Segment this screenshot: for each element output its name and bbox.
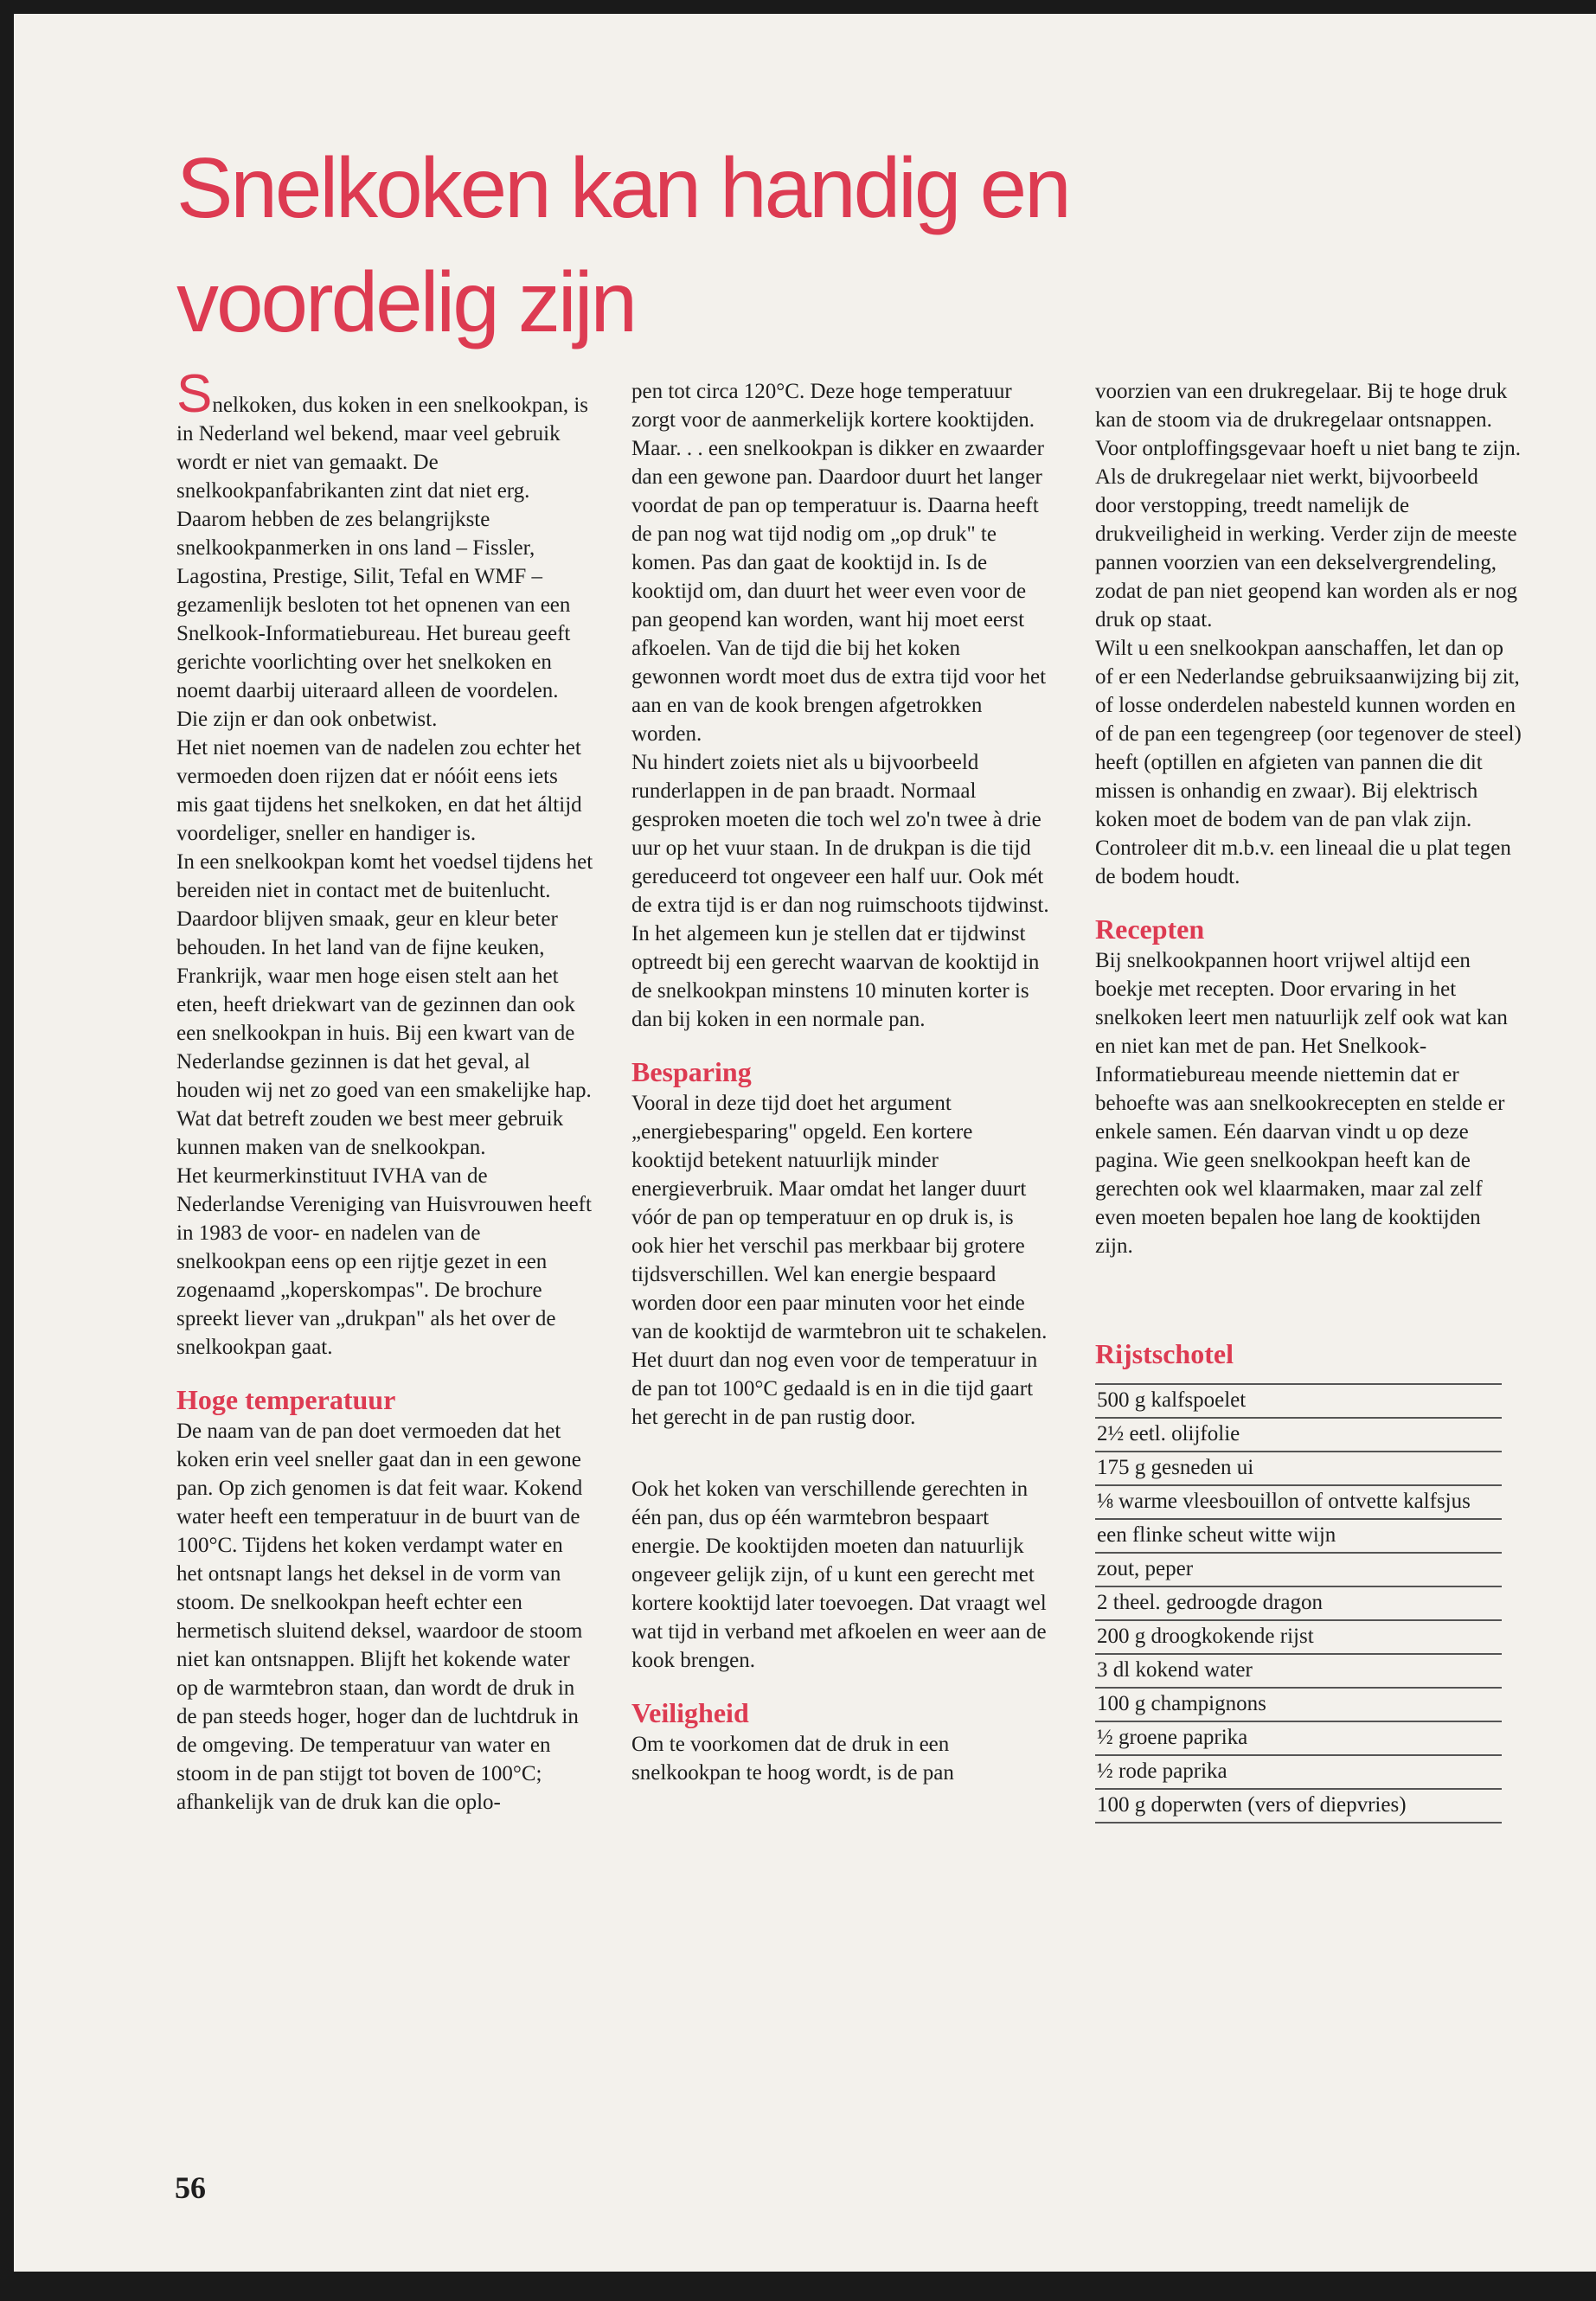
spacer xyxy=(631,1432,1049,1475)
section-heading-hoge-temperatuur: Hoge temperatuur xyxy=(176,1384,396,1415)
section-heading-veiligheid: Veiligheid xyxy=(631,1697,749,1728)
paragraph: Om te voorkomen dat de druk in een snelkookpan te hoog wordt, is de pan xyxy=(631,1733,954,1785)
article-title: Snelkoken kan handig en voordelig zijn xyxy=(176,140,1069,349)
spacer xyxy=(1095,891,1522,912)
spacer xyxy=(176,1362,594,1382)
ingredient-item: 3 dl kokend water xyxy=(1095,1655,1502,1689)
ingredient-item: ½ rode paprika xyxy=(1095,1756,1502,1790)
intro-paragraph xyxy=(176,364,594,734)
paragraph: Nu hindert zoiets niet als u bijvoorbeeld runderlappen in de pan braadt. Normaal gesproken moeten die toch wel zo'n twee à drie uur op het vuur staan. In de drukpan is die tijd gereduceerd tot ongeveer een half uur. Ook mét de extra tijd is er dan nog ruimschoots tijdwinst. In het algemeen kun je stellen dat er tijdwinst optreedt bij een gerecht waarvan de kooktijd in de snelkookpan minstens 10 minuten korter is dan bij koken in een normale pan. xyxy=(631,751,1049,1031)
paragraph: In een snelkookpan komt het voedsel tijdens het bereiden niet in contact met de buitenlucht. Daardoor blijven smaak, geur en kleur beter behouden. In het land van de fijne keuken, Frankrijk, waar men hoge eisen stelt aan het eten, heeft driekwart van de gezinnen dan ook een snelkookpan in huis. Bij een kwart van de Nederlandse gezinnen is dat het geval, al houden wij net zo goed van een smakelijke hap. Wat dat betreft zouden we best meer gebruik kunnen maken van de snelkookpan. xyxy=(176,850,593,1159)
section-heading-recepten: Recepten xyxy=(1095,913,1205,945)
spacer xyxy=(631,1034,1049,1054)
section-heading-besparing: Besparing xyxy=(631,1056,752,1087)
paragraph: voorzien van een drukregelaar. Bij te hoge druk kan de stoom via de drukregelaar ontsnappen. Voor ontploffingsgevaar hoeft u niet bang te zijn. Als de drukregelaar niet werkt, bijvoorbeeld door verstopping, treedt namelijk de drukveiligheid in werking. Verder zijn de meeste pannen voorzien van een dekselvergrendeling, zodat de pan niet geopend kan worden als er nog druk op staat. xyxy=(1095,380,1522,631)
page-number: 56 xyxy=(175,2170,206,2205)
column-2 xyxy=(631,377,1049,1787)
paragraph: De naam van de pan doet vermoeden dat het koken erin veel sneller gaat dan in een gewone pan. Op zich genomen is dat feit waar. Kokend water heeft een temperatuur in de buurt van de 100°C. Tijdens het koken verdampt water en het ontsnapt langs het deksel in de vorm van stoom. De snelkookpan heeft echter een hermetisch sluitend deksel, waardoor de stoom niet kan ontsnappen. Blijft het kokende water op de warmtebron staan, dan wordt de druk in de pan steeds hoger, hoger dan de luchtdruk in de omgeving. De temperatuur van water en stoom in de pan stijgt tot boven de 100°C; afhankelijk van de druk kan die oplo- xyxy=(176,1420,583,1814)
paragraph: Het keurmerkinstituut IVHA van de Nederlandse Vereniging van Huisvrouwen heeft in 1983 de voor- en nadelen van de snelkookpan eens op een rijtje gezet in een zogenaamd „koperskompas". De brochure spreekt liever van „drukpan" als het over de snelkookpan gaat. xyxy=(176,1164,592,1359)
paragraph: Ook het koken van verschillende gerechten in één pan, dus op één warmtebron bespaart energie. De kooktijden moeten dan natuurlijk ongeveer gelijk zijn, of u kunt een gerecht met kortere kooktijd later toevoegen. Dat vraagt wel wat tijd in verband met afkoelen en weer aan de kook brengen. xyxy=(631,1477,1047,1672)
ingredient-item: 175 g gesneden ui xyxy=(1095,1452,1502,1486)
paragraph: Bij snelkookpannen hoort vrijwel altijd een boekje met recepten. Door ervaring in het snelkoken leert men natuurlijk zelf ook wat kan en niet kan met de pan. Het Snelkook-Informatiebureau meende niettemin dat er behoefte was aan snelkookrecepten en stelde er enkele samen. Eén daarvan vindt u op deze pagina. Wie geen snelkookpan heeft kan de gerechten ook wel klaarmaken, maar zal zelf even moeten bepalen hoe lang de kooktijden zijn. xyxy=(1095,949,1508,1258)
ingredient-item: 2 theel. gedroogde dragon xyxy=(1095,1587,1502,1621)
paragraph: pen tot circa 120°C. Deze hoge temperatuur zorgt voor de aanmerkelijk kortere kooktijden. xyxy=(631,380,1035,432)
paragraph: Het niet noemen van de nadelen zou echter het vermoeden doen rijzen dat er nóóit eens iets mis gaat tijdens het snelkoken, en dat het áltijd voordeliger, sneller en handiger is. xyxy=(176,736,582,845)
paragraph: Wilt u een snelkookpan aanschaffen, let dan op of er een Nederlandse gebruiksaanwijzing bij zit, of losse onderdelen nabesteld kunnen worden en of de pan een tegengreep (oor tegenover de steel) heeft (optillen en afgieten van pannen die dit missen is onhandig en zwaar). Bij elektrisch koken moet de bodem van de pan vlak zijn. Controleer dit m.b.v. een lineaal die u plat tegen de bodem houdt. xyxy=(1095,637,1522,888)
ingredient-item: 500 g kalfspoelet xyxy=(1095,1385,1502,1419)
ingredient-item: 200 g droogkokende rijst xyxy=(1095,1621,1502,1655)
ingredient-item: zout, peper xyxy=(1095,1554,1502,1587)
ingredient-item: een flinke scheut witte wijn xyxy=(1095,1520,1502,1554)
column-1 xyxy=(176,364,594,1817)
ingredient-item: 2½ eetl. olijfolie xyxy=(1095,1419,1502,1452)
magazine-page xyxy=(14,14,1596,2272)
ingredient-item: 100 g champignons xyxy=(1095,1689,1502,1722)
drop-cap: S xyxy=(176,364,213,424)
spacer xyxy=(631,1675,1049,1695)
ingredient-item: ⅛ warme vleesbouillon of ontvette kalfsjus xyxy=(1095,1486,1502,1520)
ingredient-list xyxy=(1095,1383,1502,1823)
paragraph: Vooral in deze tijd doet het argument „energiebesparing" opgeld. Een kortere kooktijd betekent natuurlijk minder energieverbruik. Maar omdat het langer duurt vóór de pan op temperatuur en op druk is, is ook hier het verschil pas merkbaar bij grotere tijdsverschillen. Wel kan energie bespaard worden door een paar minuten voor het einde van de kooktijd de warmtebron uit te schakelen. Het duurt dan nog even voor de temperatuur in de pan tot 100°C gedaald is en in die tijd gaart het gerecht in de pan rustig door. xyxy=(631,1092,1048,1429)
paragraph: Maar. . . een snelkookpan is dikker en zwaarder dan een gewone pan. Daardoor duurt het langer voordat de pan op temperatuur is. Daarna heeft de pan nog wat tijd nodig om „op druk" te komen. Pas dan gaat de kooktijd in. Is de kooktijd om, dan duurt het weer even voor de pan geopend kan worden, want hij moet eerst afkoelen. Van de tijd die bij het koken gewonnen wordt moet dus de extra tijd voor het aan en van de kook brengen afgetrokken worden. xyxy=(631,437,1047,746)
ingredient-item: ½ groene paprika xyxy=(1095,1722,1502,1756)
intro-text: nelkoken, dus koken in een snelkookpan, is in Nederland wel bekend, maar veel gebruik wordt er niet van gemaakt. De snelkookpanfabrikanten zint dat niet erg. Daarom hebben de zes belangrijkste snelkookpanmerken in ons land – Fissler, Lagostina, Prestige, Silit, Tefal en WMF – gezamenlijk besloten tot het opnenen van een Snelkook-Informatiebureau. Het bureau geeft gerichte voorlichting over het snelkoken en noemt daarbij uiteraard alleen de voordelen. Die zijn er dan ook onbetwist. xyxy=(176,394,589,731)
column-3 xyxy=(1095,377,1522,1823)
ingredient-item: 100 g doperwten (vers of diepvries) xyxy=(1095,1790,1502,1823)
spacer xyxy=(1095,1260,1522,1336)
recipe-heading-rijstschotel: Rijstschotel xyxy=(1095,1338,1234,1369)
